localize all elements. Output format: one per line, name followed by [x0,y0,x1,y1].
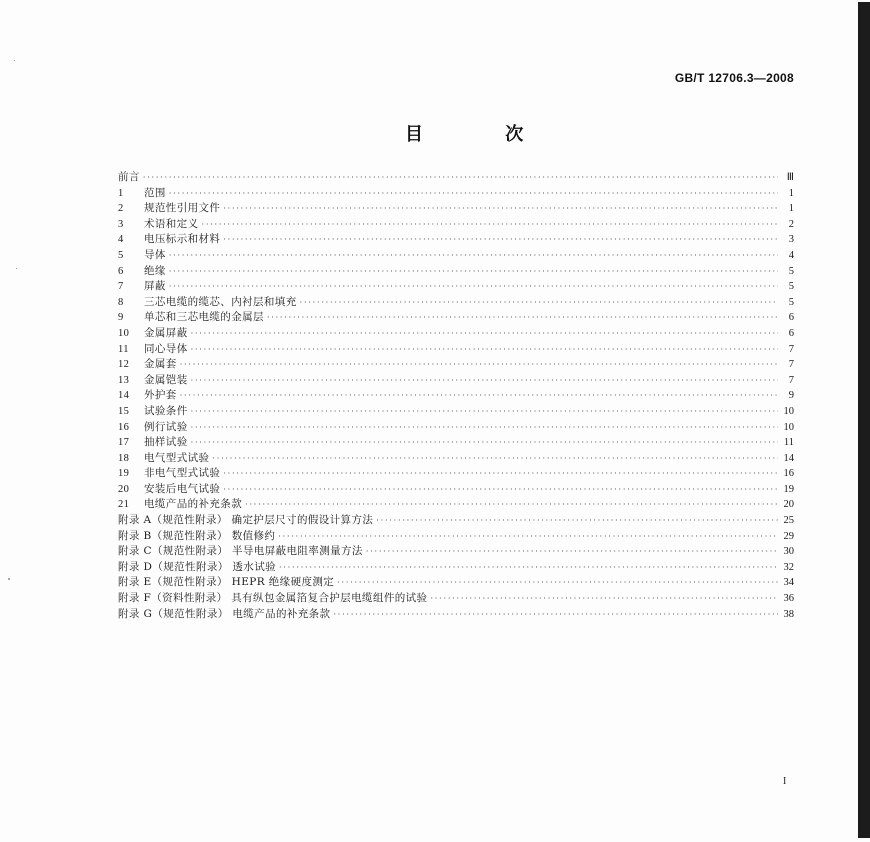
toc-entry-label [118,357,177,373]
toc-entry[interactable] [118,295,794,311]
toc-entry-label [118,544,363,560]
toc-entry-page: 5 [788,265,794,277]
toc-entry-page: 1 [788,203,794,215]
toc-entry-label [118,326,188,342]
toc-entry-page: 3 [788,234,794,246]
dot-leader [333,607,778,623]
dot-leader [180,388,778,404]
toc-entry-title: 电压标示和材料 [144,233,221,246]
toc-entry-title: 三芯电缆的缆芯、内衬层和填充 [144,295,297,308]
toc-entry-page: 29 [783,530,794,542]
dot-leader [300,295,778,311]
toc-entry-page: 20 [783,499,794,511]
toc-entry-number: 14 [118,390,130,402]
toc-entry-title: 金属套 [144,358,177,371]
dot-leader [202,217,779,233]
dot-leader [191,326,778,342]
toc-entry-page: 10 [783,421,794,433]
dot-leader [223,466,778,482]
toc-entry-title: 范围 [144,186,166,199]
toc-entry-page: 7 [788,374,794,386]
toc-entry-label [118,170,140,186]
toc-entry-number: 6 [118,265,124,277]
toc-entry[interactable] [118,248,794,264]
toc-entry-title: 附录 G（规范性附录） 电缆产品的补充条款 [118,607,331,620]
toc-entry-label [118,435,188,451]
toc-entry[interactable] [118,201,794,217]
dot-leader [191,404,778,420]
scan-edge [858,0,870,842]
toc-entry-page: 2 [788,218,794,230]
toc-entry[interactable] [118,232,794,248]
scan-speck [8,578,10,580]
toc-entry-label [118,591,427,607]
toc-entry-page: 32 [783,561,794,573]
toc-entry-label [118,420,188,436]
toc-entry-label [118,482,220,498]
toc-title: 目 次 [405,124,562,145]
page-number: I [783,776,787,787]
toc-entry[interactable] [118,435,794,451]
toc-entry[interactable] [118,466,794,482]
standard-number: GB/T 12706.3—2008 [674,71,794,85]
toc-entry-page: 1 [788,187,794,199]
toc-entry-label [118,295,297,311]
toc-entry-page: 5 [788,281,794,293]
dot-leader [430,591,778,607]
toc-entry[interactable] [118,607,794,623]
toc-entry-label [118,373,188,389]
toc-entry-page: 7 [788,359,794,371]
dot-leader [279,560,778,576]
toc-entry-number: 4 [118,234,124,246]
toc-entry-label [118,451,209,467]
toc-entry-label [118,497,242,513]
toc-entry-label [118,232,220,248]
toc-entry-title: 外护套 [144,389,177,402]
toc-entry-label [118,388,177,404]
toc-entry-title: 附录 E（规范性附录） HEPR 绝缘硬度测定 [118,576,335,589]
dot-leader [191,342,778,358]
toc-entry-title: 附录 A（规范性附录） 确定护层尺寸的假设计算方法 [118,514,374,527]
dot-leader [180,357,778,373]
toc-entry-title: 绝缘 [144,264,166,277]
toc-entry-title: 导体 [144,248,166,261]
toc-entry-page: 34 [783,577,794,589]
toc-entry-page: 6 [788,312,794,324]
table-of-contents [118,170,794,622]
toc-entry-title: 金属屏蔽 [144,326,188,339]
scan-edge-notch [858,0,870,2]
toc-entry[interactable] [118,404,794,420]
toc-entry-title: 电气型式试验 [144,451,210,464]
toc-entry-title: 前言 [118,171,140,183]
toc-entry-label [118,575,334,591]
toc-entry-label [118,560,276,576]
toc-entry-number: 10 [118,327,130,339]
dot-leader [169,264,778,280]
toc-entry-title: 屏蔽 [144,280,166,293]
toc-entry[interactable] [118,373,794,389]
toc-entry-number: 3 [118,218,124,230]
toc-entry-title: 金属铠装 [144,373,188,386]
toc-entry-label [118,607,330,623]
toc-entry-label [118,248,166,264]
dot-leader [245,497,778,513]
scan-speck [14,60,15,61]
toc-entry[interactable] [118,482,794,498]
toc-entry-title: 附录 F（资料性附录） 具有纵包金属箔复合护层电缆组件的试验 [118,592,428,605]
toc-entry-page: 7 [788,343,794,355]
toc-entry-page: 9 [788,390,794,402]
toc-entry-label [118,342,188,358]
toc-entry-title: 附录 C（规范性附录） 半导电屏蔽电阻率测量方法 [118,545,363,558]
toc-entry[interactable] [118,217,794,233]
toc-entry-number: 8 [118,296,124,308]
toc-entry-title: 单芯和三芯电缆的金属层 [144,311,264,324]
toc-entry-number: 15 [118,405,130,417]
toc-entry[interactable] [118,342,794,358]
toc-entry-label [118,217,199,233]
toc-entry-label [118,404,188,420]
toc-entry-number: 21 [118,499,130,511]
toc-entry-page: 4 [788,249,794,261]
toc-entry-page: 38 [783,608,794,620]
dot-leader [223,482,778,498]
dot-leader [191,420,778,436]
toc-entry-number: 7 [118,281,124,293]
toc-entry-number: 17 [118,437,130,449]
toc-entry-page: Ⅲ [786,172,794,183]
toc-entry-label [118,513,373,529]
toc-entry-label [118,466,220,482]
toc-entry-label [118,279,166,295]
scan-speck [16,268,17,269]
dot-leader [169,186,778,202]
toc-entry[interactable] [118,420,794,436]
toc-entry-number: 16 [118,421,130,433]
scan-edge-notch [858,838,870,842]
toc-entry-number: 19 [118,468,130,480]
toc-entry[interactable] [118,513,794,529]
dot-leader [191,435,778,451]
toc-entry-label [118,201,220,217]
toc-entry-number: 2 [118,203,124,215]
toc-entry[interactable] [118,186,794,202]
toc-entry-title: 附录 D（规范性附录） 透水试验 [118,560,276,573]
toc-entry-title: 试验条件 [144,404,188,417]
toc-entry[interactable] [118,497,794,513]
toc-entry-number: 12 [118,359,130,371]
dot-leader [212,451,778,467]
toc-entry-title: 同心导体 [144,342,188,355]
toc-entry-page: 19 [783,483,794,495]
toc-entry-page: 25 [783,515,794,527]
dot-leader [223,232,778,248]
dot-leader [376,513,778,529]
dot-leader [191,373,778,389]
toc-entry-page: 10 [783,405,794,417]
toc-entry-page: 30 [783,546,794,558]
toc-entry-title: 规范性引用文件 [144,202,221,215]
dot-leader [337,575,778,591]
toc-entry-label [118,186,166,202]
dot-leader [278,529,778,545]
toc-entry-title: 非电气型式试验 [144,467,221,480]
toc-entry-number: 11 [118,343,129,355]
toc-entry-label [118,310,264,326]
dot-leader [143,170,778,186]
dot-leader [366,544,778,560]
toc-entry-page: 5 [788,296,794,308]
toc-entry-page: 14 [783,452,794,464]
toc-entry[interactable] [118,544,794,560]
dot-leader [267,310,778,326]
toc-entry-number: 13 [118,374,130,386]
toc-entry-title: 电缆产品的补充条款 [144,498,243,511]
toc-entry-number: 5 [118,249,124,261]
toc-entry[interactable] [118,529,794,545]
toc-entry-page: 36 [783,593,794,605]
toc-entry-title: 术语和定义 [144,217,199,230]
toc-entry-number: 18 [118,452,130,464]
toc-entry[interactable] [118,170,794,186]
toc-entry-title: 例行试验 [144,420,188,433]
toc-entry[interactable] [118,326,794,342]
toc-entry-title: 安装后电气试验 [144,482,221,495]
toc-entry[interactable] [118,560,794,576]
toc-entry[interactable] [118,575,794,591]
toc-entry[interactable] [118,264,794,280]
dot-leader [169,279,778,295]
toc-entry-title: 抽样试验 [144,436,188,449]
toc-entry-title: 附录 B（规范性附录） 数值修约 [118,529,276,542]
toc-entry-number: 1 [118,187,124,199]
toc-entry-page: 6 [788,327,794,339]
toc-entry[interactable] [118,357,794,373]
toc-entry[interactable] [118,591,794,607]
toc-entry[interactable] [118,310,794,326]
toc-entry[interactable] [118,451,794,467]
toc-entry-label [118,264,166,280]
toc-entry[interactable] [118,279,794,295]
toc-entry-label [118,529,275,545]
dot-leader [223,201,778,217]
toc-entry[interactable] [118,388,794,404]
toc-entry-number: 20 [118,483,130,495]
dot-leader [169,248,778,264]
toc-entry-number: 9 [118,312,124,324]
toc-entry-page: 16 [783,468,794,480]
toc-entry-page: 11 [783,437,794,449]
